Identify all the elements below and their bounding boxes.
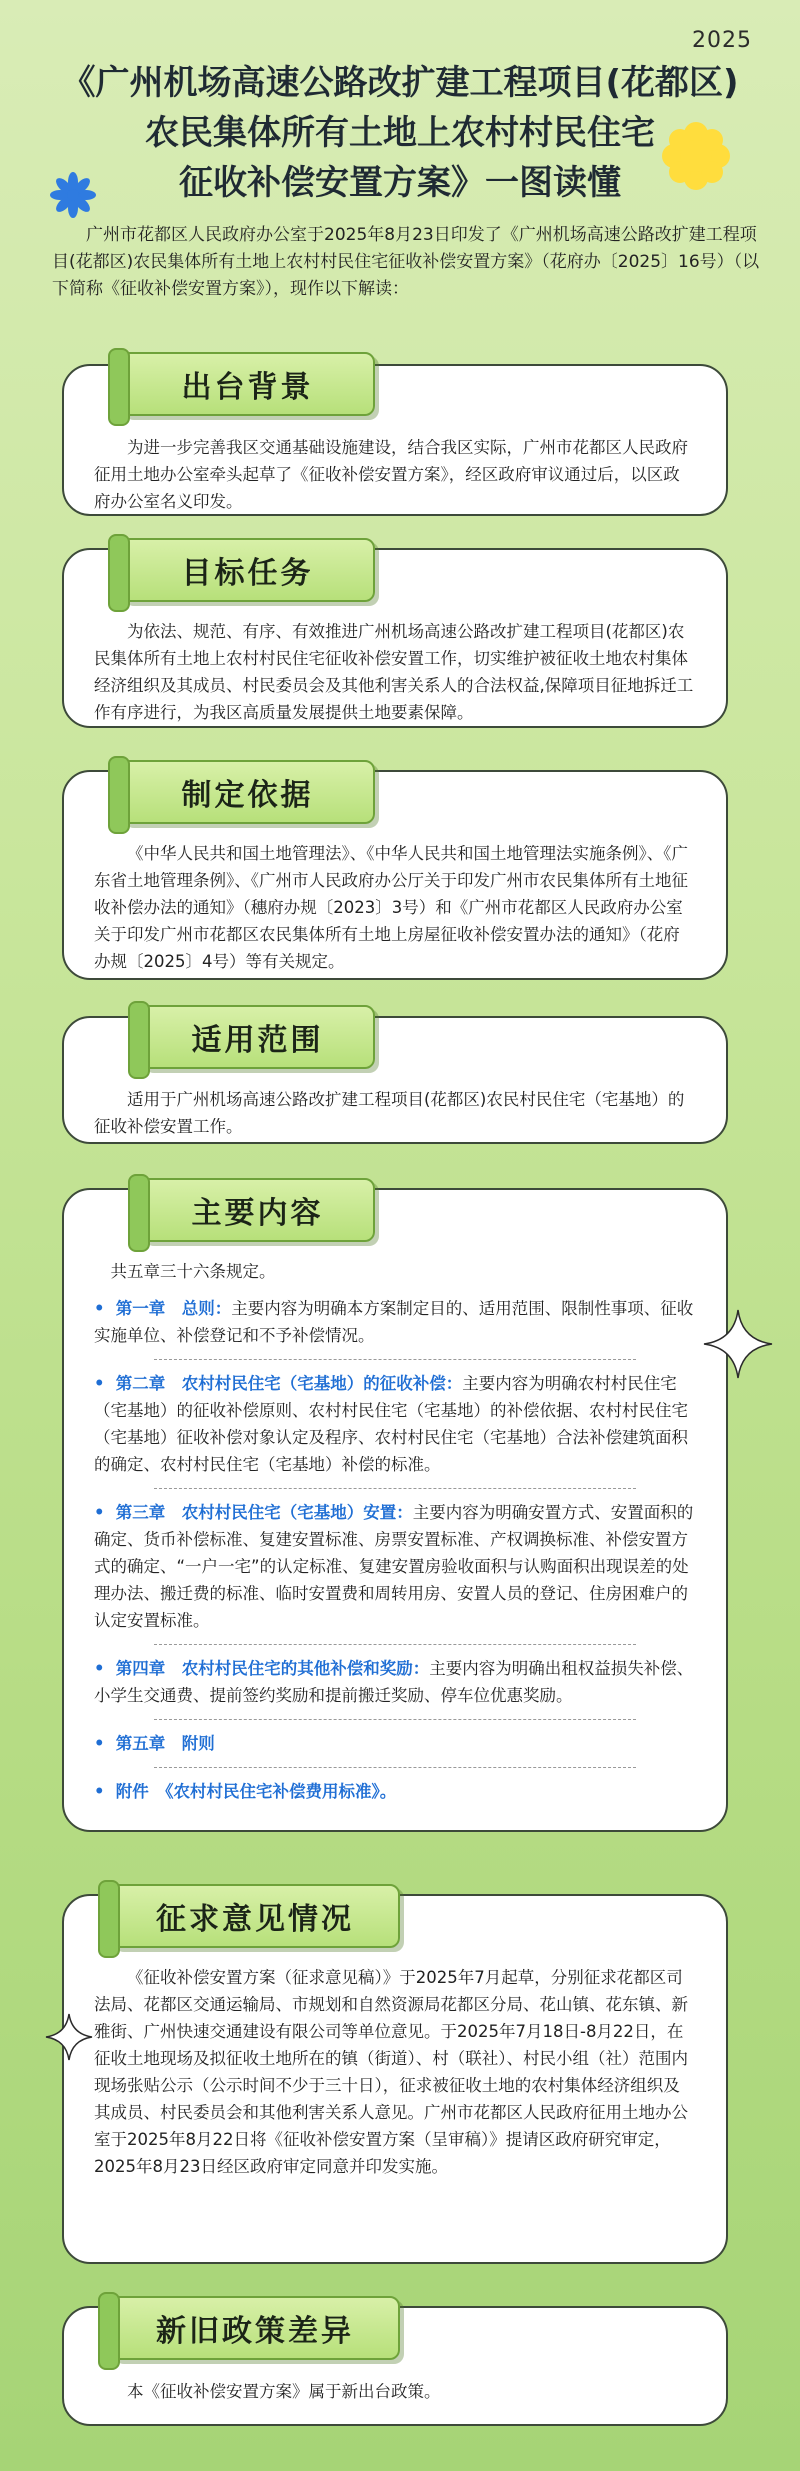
section-basis-tab: 制定依据 [120,760,375,824]
chapter-item [94,1370,696,1478]
section-scope-tab: 适用范围 [140,1005,375,1069]
section-body: 为依法、规范、有序、有效推进广州机场高速公路改扩建工程项目(花都区)农民集体所有土地上农村村民住宅征收补偿安置工作，切实维护被征收土地农村集体经济组织及其成员、村民委员会及其他利害关系人的合法权益,保障项目征地拆迁工作有序进行，为我区高质量发展提供土地要素保障。 [94,622,694,722]
divider [154,1767,636,1768]
chapter-text: 主要内容为明确安置方式、安置面积的确定、货币补偿标准、复建安置标准、房票安置标准、产权调换标准、补偿安置方式的确定、“一户一宅”的认定标准、复建安置房验收面积与认购面积出现误差的处理办法、搬迁费的标准、临时安置费和周转用房、安置人员的登记、住房困难户的认定安置标准。 [94,1503,694,1630]
content-summary: 共五章三十六条规定。 [110,1262,276,1281]
chapter-text: 主要内容为明确本方案制定目的、适用范围、限制性事项、征收实施单位、补偿登记和不予补偿情况。 [94,1299,694,1345]
sparkle-decoration-icon [702,1308,774,1380]
chapter-item [94,1655,696,1709]
section-body: 为进一步完善我区交通基础设施建设，结合我区实际，广州市花都区人民政府征用土地办公室牵头起草了《征收补偿安置方案》，经区政府审议通过后，以区政府办公室名义印发。 [94,438,688,511]
title-line: 农民集体所有土地上农村村民住宅 [145,113,655,153]
year-label: 2025 [692,28,752,53]
section-content-card [62,1188,728,1832]
section-body: 适用于广州机场高速公路改扩建工程项目(花都区)农民村民住宅（宅基地）的征收补偿安置工作。 [94,1090,685,1136]
section-content-tab: 主要内容 [140,1178,375,1242]
intro-paragraph: 广州市花都区人民政府办公室于2025年8月23日印发了《广州机场高速公路改扩建工程项目(花都区)农民集体所有土地上农村村民住宅征收补偿安置方案》（花府办〔2025〕16号）（以下简称《征收补偿安置方案》），现作以下解读： [52,225,760,299]
chapter-text: 主要内容为明确农村村民住宅（宅基地）的征收补偿原则、农村村民住宅（宅基地）的补偿依据、农村村民住宅（宅基地）征收补偿对象认定及程序、农村村民住宅（宅基地）合法补偿建筑面积的确定、农村村民住宅（宅基地）补偿的标准。 [94,1374,688,1474]
chapter-item [94,1499,696,1634]
section-opinions-card [62,1894,728,2264]
divider [154,1644,636,1645]
section-body: 《征收补偿安置方案（征求意见稿）》于2025年7月起草，分别征求花都区司法局、花都区交通运输局、市规划和自然资源局花都区分局、花山镇、花东镇、新雅街、广州快速交通建设有限公司等单位意见。于2025年7月18日-8月22日，在征收土地现场及拟征收土地所在的镇（街道）、村（联社）、村民小组（社）范围内现场张贴公示（公示时间不少于三十日），征求被征收土地的农村集体经济组织及其成员、村民委员会和其他利害关系人意见。广州市花都区人民政府征用土地办公室于2025年8月22日将《征收补偿安置方案（呈审稿）》提请区政府研究审定，2025年8月23日经区政府审定同意并印发实施。 [94,1968,688,2176]
section-goals-tab: 目标任务 [120,538,375,602]
section-body: 《中华人民共和国土地管理法》、《中华人民共和国土地管理法实施条例》、《广东省土地管理条例》、《广州市人民政府办公厅关于印发广州市农民集体所有土地征收补偿办法的通知》（穗府办规〔2023〕3号）和《广州市花都区人民政府办公室关于印发广州市花都区农民集体所有土地上房屋征收补偿安置办法的通知》（花府办规〔2025〕4号）等有关规定。 [94,844,688,971]
chapter-item [94,1295,696,1349]
section-body: 本《征收补偿安置方案》属于新出台政策。 [127,2382,441,2401]
chapter-item [94,1730,696,1757]
yellow-flower-decoration-icon [660,120,732,192]
sparkle-decoration-icon [44,2012,94,2062]
section-background-tab: 出台背景 [120,352,375,416]
chapter-item [94,1778,696,1805]
section-difference-tab: 新旧政策差异 [110,2296,400,2360]
chapter-head: 第二章 农村村民住宅（宅基地）的征收补偿： [115,1374,463,1393]
chapter-head: 第三章 农村村民住宅（宅基地）安置： [115,1503,413,1522]
section-opinions-tab: 征求意见情况 [110,1884,400,1948]
chapter-head: 第五章 附则 [115,1734,215,1753]
title-line: 征收补偿安置方案》一图读懂 [179,163,621,203]
title-line: 《广州机场高速公路改扩建工程项目(花都区) [61,63,739,103]
chapter-head: 第一章 总则： [115,1299,232,1318]
divider [154,1719,636,1720]
divider [154,1359,636,1360]
blue-star-decoration-icon [50,172,96,218]
divider [154,1488,636,1489]
chapter-head: 附件 《农村村民住宅补偿费用标准》。 [115,1782,397,1801]
chapter-text: 主要内容为明确出租权益损失补偿、小学生交通费、提前签约奖励和提前搬迁奖励、停车位优惠奖励。 [94,1659,694,1705]
chapter-head: 第四章 农村村民住宅的其他补偿和奖励： [115,1659,430,1678]
